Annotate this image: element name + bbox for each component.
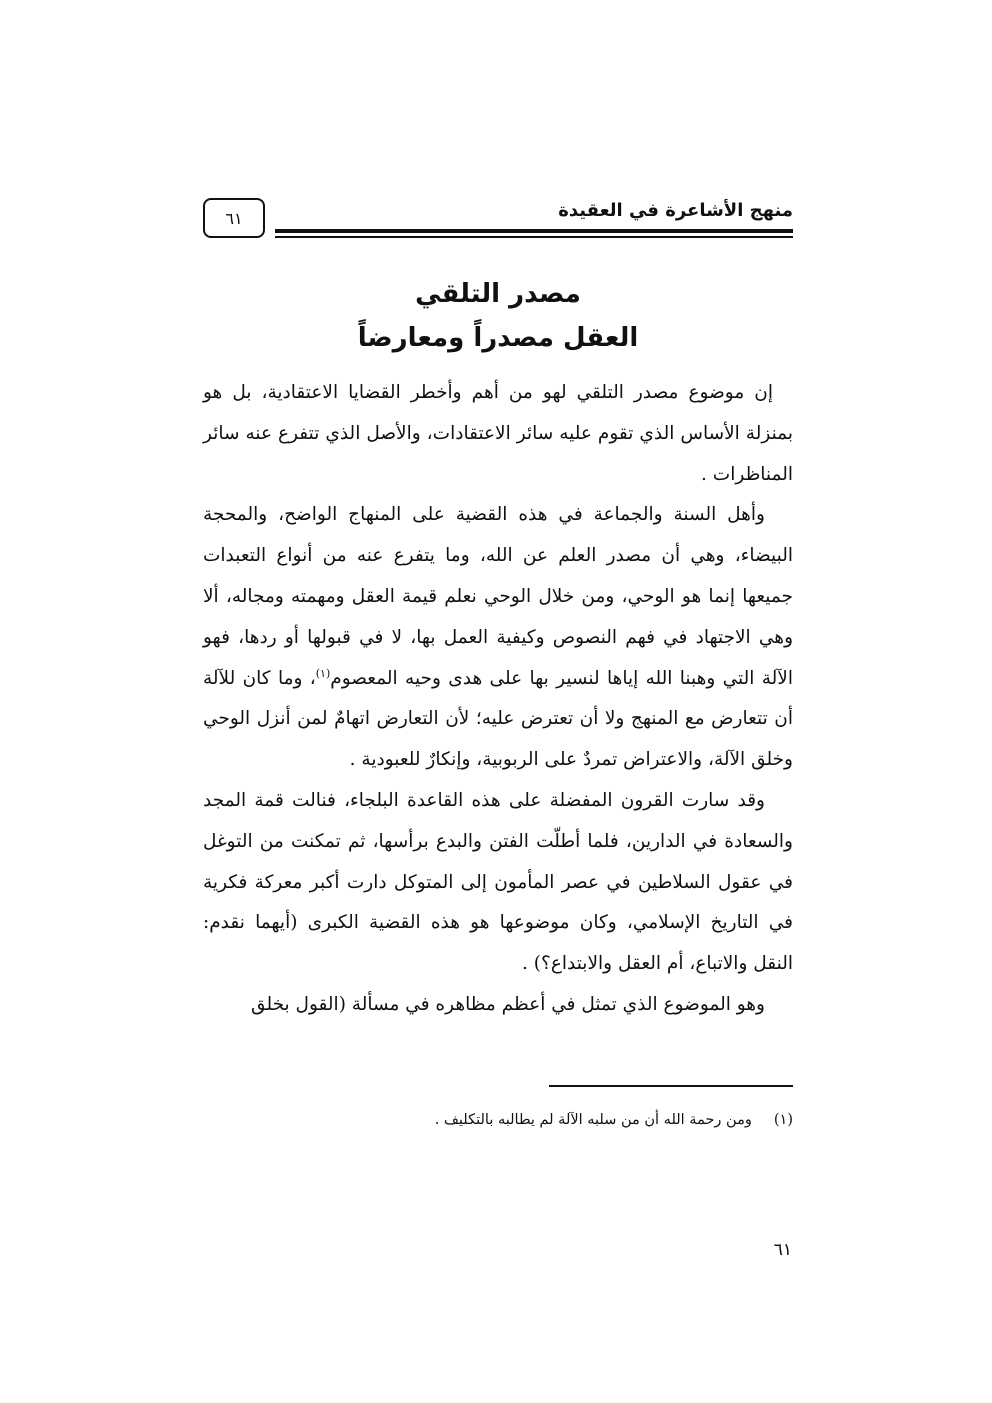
header-rule-thin	[275, 236, 793, 238]
header-page-number-box	[203, 198, 265, 238]
footnote-text: ومن رحمة الله أن من سلبه الآلة لم يطالبه بالتكليف .	[434, 1112, 752, 1128]
footnote-reference: (١)	[315, 666, 331, 680]
running-header	[203, 198, 793, 244]
chapter-title-line-1: مصدر التلقي	[415, 279, 581, 309]
paragraph-2-part-b: ، وما كان للآلة أن تتعارض مع المنهج ولا أن تعترض عليه؛ لأن التعارض اتهامٌ لمن أنزل الوحي وخلق الآلة، والاعتراض تمردٌ على الربوبية، وإنكارٌ للعبودية .	[203, 667, 793, 771]
footnote	[435, 1112, 793, 1128]
paragraph-2	[203, 495, 793, 781]
paragraph-2-part-a: وأهل السنة والجماعة في هذه القضية على المنهاج الواضح، والمحجة البيضاء، وهي أن مصدر العلم عن الله، وما يتفرع عنه من أنواع التعبدات جميعها إنما هو الوحي، ومن خلال الوحي نعلم قيمة العقل ومهمته ومجاله، ألا وهي الاجتهاد في فهم النصوص وكيفية العمل بها، لا في قبولها أو ردها، فهو الآلة التي وهبنا الله إياها لنسير بها على هدى وحيه المعصوم	[203, 504, 793, 689]
footnote-separator	[549, 1085, 793, 1087]
header-rule-thick	[275, 229, 793, 233]
running-title: منهج الأشاعرة في العقيدة	[558, 200, 793, 221]
footnote-number: (١)	[773, 1112, 793, 1128]
page-number: ٦١	[773, 1240, 792, 1260]
paragraph-3: وقد سارت القرون المفضلة على هذه القاعدة البلجاء، فنالت قمة المجد والسعادة في الدارين، فلما أطلّت الفتن والبدع برأسها، ثم تمكنت من التوغل في عقول السلاطين في عصر المأمون إلى المتوكل دارت أكبر معركة فكرية في التاريخ الإسلامي، وكان موضوعها هو هذه القضية الكبرى (أيهما نقدم: النقل والاتباع، أم العقل والابتداع؟) .	[203, 789, 793, 975]
chapter-title	[203, 272, 793, 360]
paragraph-4: وهو الموضوع الذي تمثل في أعظم مظاهره في مسألة (القول بخلق	[251, 993, 765, 1015]
body-text	[203, 373, 793, 1026]
header-page-number: ٦١	[225, 208, 243, 228]
paragraph-1: إن موضوع مصدر التلقي لهو من أهم وأخطر القضايا الاعتقادية، بل هو بمنزلة الأساس الذي تقوم عليه سائر الاعتقادات، والأصل الذي تتفرع عنه سائر المناظرات .	[203, 382, 793, 485]
chapter-title-line-2: العقل مصدراً ومعارضاً	[357, 323, 639, 353]
